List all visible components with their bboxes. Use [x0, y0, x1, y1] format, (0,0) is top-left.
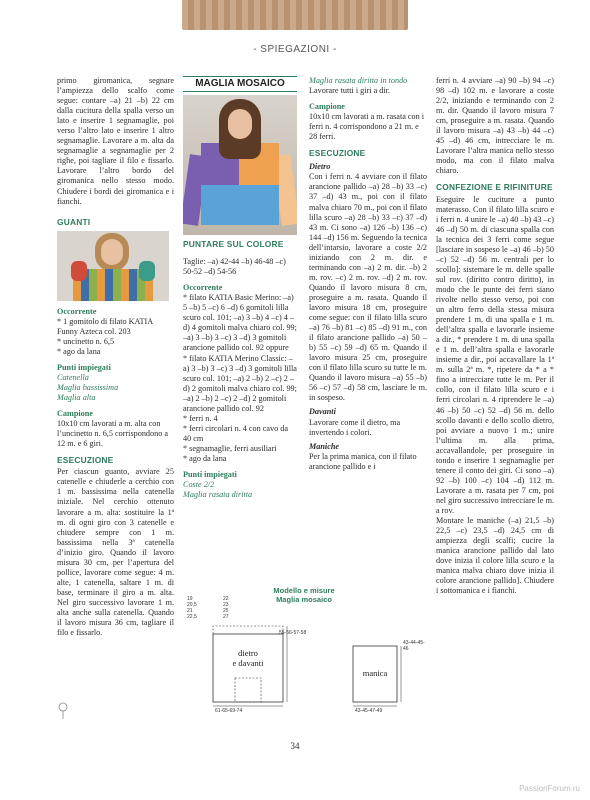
diagram-title-line1: Modello e misure: [273, 586, 335, 595]
section-header: - SPIEGAZIONI -: [253, 44, 337, 55]
occ-item: * filato KATIA Merino Classic: –a) 3 –b) 3 –c) 3 –d) 3 gomitoli lilla scuro col. 101; –a) 2 –b) 2 –c) 2 –d) 2 gomitoli malva chiaro col. 99; –a) 2 –b) 2 –c) 2 –d) 2 gomitoli arancione pallido col. 92: [183, 353, 297, 413]
publisher-logo-icon: [58, 702, 68, 720]
knit-texture-band: [182, 0, 408, 30]
campione-text: 10x10 cm lavorati a m. rasata con i ferri n. 4 corrispondono a 21 m. e 28 ferri.: [309, 112, 425, 142]
campione-heading: Campione: [309, 102, 345, 112]
davanti-heading: Davanti: [309, 407, 336, 417]
schematic-diagram: [183, 586, 425, 716]
dietro-heading: Dietro: [309, 162, 331, 172]
puntare-heading: PUNTARE SUL COLORE: [183, 239, 284, 250]
column-2: [183, 76, 297, 500]
occ-item: * ferri circolari n. 4 con cavo da 40 cm: [183, 423, 289, 443]
campione-text: 10x10 cm lavorati a m. alta con l’uncinetto n. 6,5 corrispondono a 12 m. e 6 giri.: [57, 419, 168, 449]
page-number: 34: [290, 741, 300, 751]
pattern-title: MAGLIA MOSAICO: [183, 76, 297, 92]
maniche-continued-text: ferri n. 4 avviare –a) 90 –b) 94 –c) 98 –d) 102 m. e lavorare a coste 2/2, iniziando e terminando con 2 m. dir. Quando il lavoro misura 7 cm, proseguire a m. rasata. Quando il lavoro misura –a) 43 –b) 44 –c) 45 –d) 46 cm, intrecciare le m. Lavorare l’altra manica nello stesso modo, ma con il filato malva chiaro.: [436, 76, 554, 176]
punti-item: Maglia rasata diritta in tondo: [309, 76, 408, 85]
occ-item: * 1 gomitolo di filato KATIA Funny Azteca col. 203: [57, 316, 153, 336]
punti-item: Catenella: [57, 372, 89, 382]
front-back-outline: [213, 634, 283, 702]
top-measures-left: 19 20,5 21 22,5: [187, 596, 197, 620]
punti-item: Maglia rasata diritta: [183, 490, 253, 500]
davanti-text: Lavorare come il dietro, ma invertendo i colori.: [309, 417, 401, 437]
column-4: [436, 76, 554, 596]
punti-item: Coste 2/2: [183, 480, 215, 490]
occorrente-heading: Occorrente: [57, 306, 97, 316]
punti-heading: Punti impiegati: [183, 470, 237, 480]
punti-text: Lavorare tutti i giri a dir.: [309, 86, 390, 96]
occ-item: * ferri n. 4: [183, 413, 218, 423]
top-measures-right: 22 23 25 27: [223, 596, 229, 620]
sleeve-width-measure: 43-45-47-49: [355, 708, 383, 714]
occ-item: * segnamaglie, ferri ausiliari: [183, 443, 277, 453]
watermark: PassionForum.ru: [519, 784, 580, 793]
montare-text: Montare le maniche (–a) 21,5 –b) 22,5 –c) 23,5 –d) 24,5 cm di ampiezza degli scalfi; cucire la manica arancione pallido dal lato dove inizia il colore lilla scuro e la manica malva chiaro dove inizia il colore arancione pallido]. Chiudere i sottomanica e i fianchi.: [436, 516, 554, 596]
width-measure: 61-65-69-74: [215, 708, 243, 714]
occ-item: * ago da lana: [57, 346, 101, 356]
sweater-photo: [183, 95, 297, 235]
occ-item: * ago da lana: [183, 453, 227, 463]
height-measure: 55-56-57-58: [279, 630, 307, 636]
sleeve-height-measure: 43-44-45-46: [403, 640, 425, 652]
maniche-text: Per la prima manica, con il filato arancione pallido e i: [309, 451, 417, 471]
neckline: [213, 626, 283, 634]
occ-item: * filato KATIA Basic Merino: –a) 5 –b) 5 –c) 6 –d) 6 gomitoli lilla scuro col. 101; –a) 3 –b) 4 –c) 4 –d) 4 gomitoli malva chiaro col. 99; –a) 3 –b) 3 –c) 3 –d) 3 gomitoli arancione pallido col. 92 oppure: [183, 293, 297, 353]
occorrente-heading: Occorrente: [183, 283, 223, 293]
front-back-label: dietro e davanti: [232, 648, 264, 668]
confezione-text: Eseguire le cuciture a punto materasso. Con il filato lilla scuro e i ferri n. 4 unire le –a) 40 –b) 43 –c) 46 –d) 50 m. di ciascuna spalla con la tecnica dei 3 ferri come segue [lasciare in sospeso le –a) 46 –b) 50 –c) 52 –d) 56 m. centrali per lo scollo]: sistemare le m. delle spalle sul rov. (diritto contro diritto), in modo che le punte dei ferri siano rivolte nello stesso verso, poi con un altro ferro della stessa misura prendere 1 m. di una spalla e 1 m. dell’altra spalla e lavorarle insieme a dir., * prendere 1 m. di una spalla e 1 m. dell’altra spalla e lavorarle insieme a dir., poi accavallare la 1ª m. sulla 2ª m. *, ripetere da * a * fino a intrecciare tutte le m. Per il collo, con il filato lilla scuro e i ferri circolari n. 4 riprendere le –a) 46 –b) 50 –c) 52 –d) 56 m. dello scollo davanti e dello scollo dietro, poi avviare a nuovo 1 m.; unire l’ultima m. alla prima, accavallandole, per proseguire in tondo e inserire 1 segnamaglie per tenere il conto dei giri. Ci sono –a) 92 –b) 100 –c) 104 –d) 112 m. Lavorare a m. rasata per 7 cm, poi nel giro successivo intrecciare le m. a rov.: [436, 194, 554, 515]
intro-text: primo giromanica, segnare l’ampiezza dello scalfo come segue: contare –a) 21 –b) 22 cm dalla cucitura della spalla verso un lato e inserire 1 segnamaglie, poi verso l’altro lato e inserire 1 altro segnamaglie. Lavorare a m. alta da segnamaglie a segnamaglie per 2 righe, poi tagliare il filo e fissarlo. Lavorare l’altro bordo del giromanica nello stesso modo. Chiudere i bordi dei giromanica e i fianchi.: [57, 76, 174, 206]
maniche-heading: Maniche: [309, 441, 340, 451]
inner-block: [235, 678, 261, 702]
esecuzione-heading: ESECUZIONE: [57, 455, 114, 466]
dietro-text: Con i ferri n. 4 avviare con il filato arancione pallido –a) 28 –b) 33 –c) 37 –d) 43 m., poi con il filato malva chiaro 70 m., poi con il filato lilla scuro –a) 28 –b) 33 –c) 37 –d) 43 m. Ci sono –a) 126 –b) 136 –c) 144 –d) 156 m. Seguendo la tecnica dell’intarsio, lavorare a coste 2/2 iniziando con 2 m. dir. e terminando con –a) 2 m. dir. –b) 2 m. rov. –c) 2 m. rov. –d) 2 m. rov. Quando il lavoro misura 8 cm, proseguire a m. rasata. Quando il lavoro misura 18 cm, proseguire come segue: con il filato lilla scuro –a) 76 –b) 81 –c) 85 –d) 91 m., con il filato arancione pallido –a) 50 –b) 55 –c) 59 –d) 65 m. Quando il lavoro misura 25 cm, proseguire con il filato lilla scuro su tutte le m. Quando il lavoro misura –a) 55 –b) 56 –c) 57 –d) 58 cm, lasciare le m. in sospeso.: [309, 172, 427, 403]
taglie-text: Taglie: –a) 42-44 –b) 46-48 –c) 50-52 –d) 54-56: [183, 257, 286, 277]
confezione-heading: CONFEZIONE E RIFINITURE: [436, 182, 553, 193]
occ-item: * uncinetto n. 6,5: [57, 336, 115, 346]
punti-heading: Punti impiegati: [57, 362, 111, 372]
punti-item: Maglia bassissima: [57, 382, 119, 392]
column-3: [309, 76, 427, 472]
diagram-title-line2: Maglia mosaico: [276, 595, 332, 604]
esecuzione-text: Per ciascun guanto, avviare 25 catenelle e chiuderle a cerchio con 1 m. bassissima nella catenella iniziale. Nel cerchio ottenuto lavorare a m. alta: sostituire la 1ª m. di ogni giro con 3 catenelle e chiudere sempre con 1 m. bassissima nella 3ª catenella d’inizio giro. Quando il lavoro misura 30 cm, per l’apertura del pollice, lavorare come segue: 4 m. alte, 1 catenella, saltare 1 m. di base, terminare il giro a m. alta. Nel giro successivo lavorare 1 m. alta anche sulla catenella. Quando il lavoro misura 36 cm, tagliare il filo e fissarlo.: [57, 467, 174, 638]
column-1: [57, 76, 174, 638]
campione-heading: Campione: [57, 409, 93, 419]
guanti-heading: GUANTI: [57, 216, 91, 227]
gloves-photo: [57, 231, 169, 301]
punti-item: Maglia alta: [57, 393, 96, 403]
sleeve-label: manica: [362, 668, 388, 678]
esecuzione-heading: ESECUZIONE: [309, 148, 366, 159]
